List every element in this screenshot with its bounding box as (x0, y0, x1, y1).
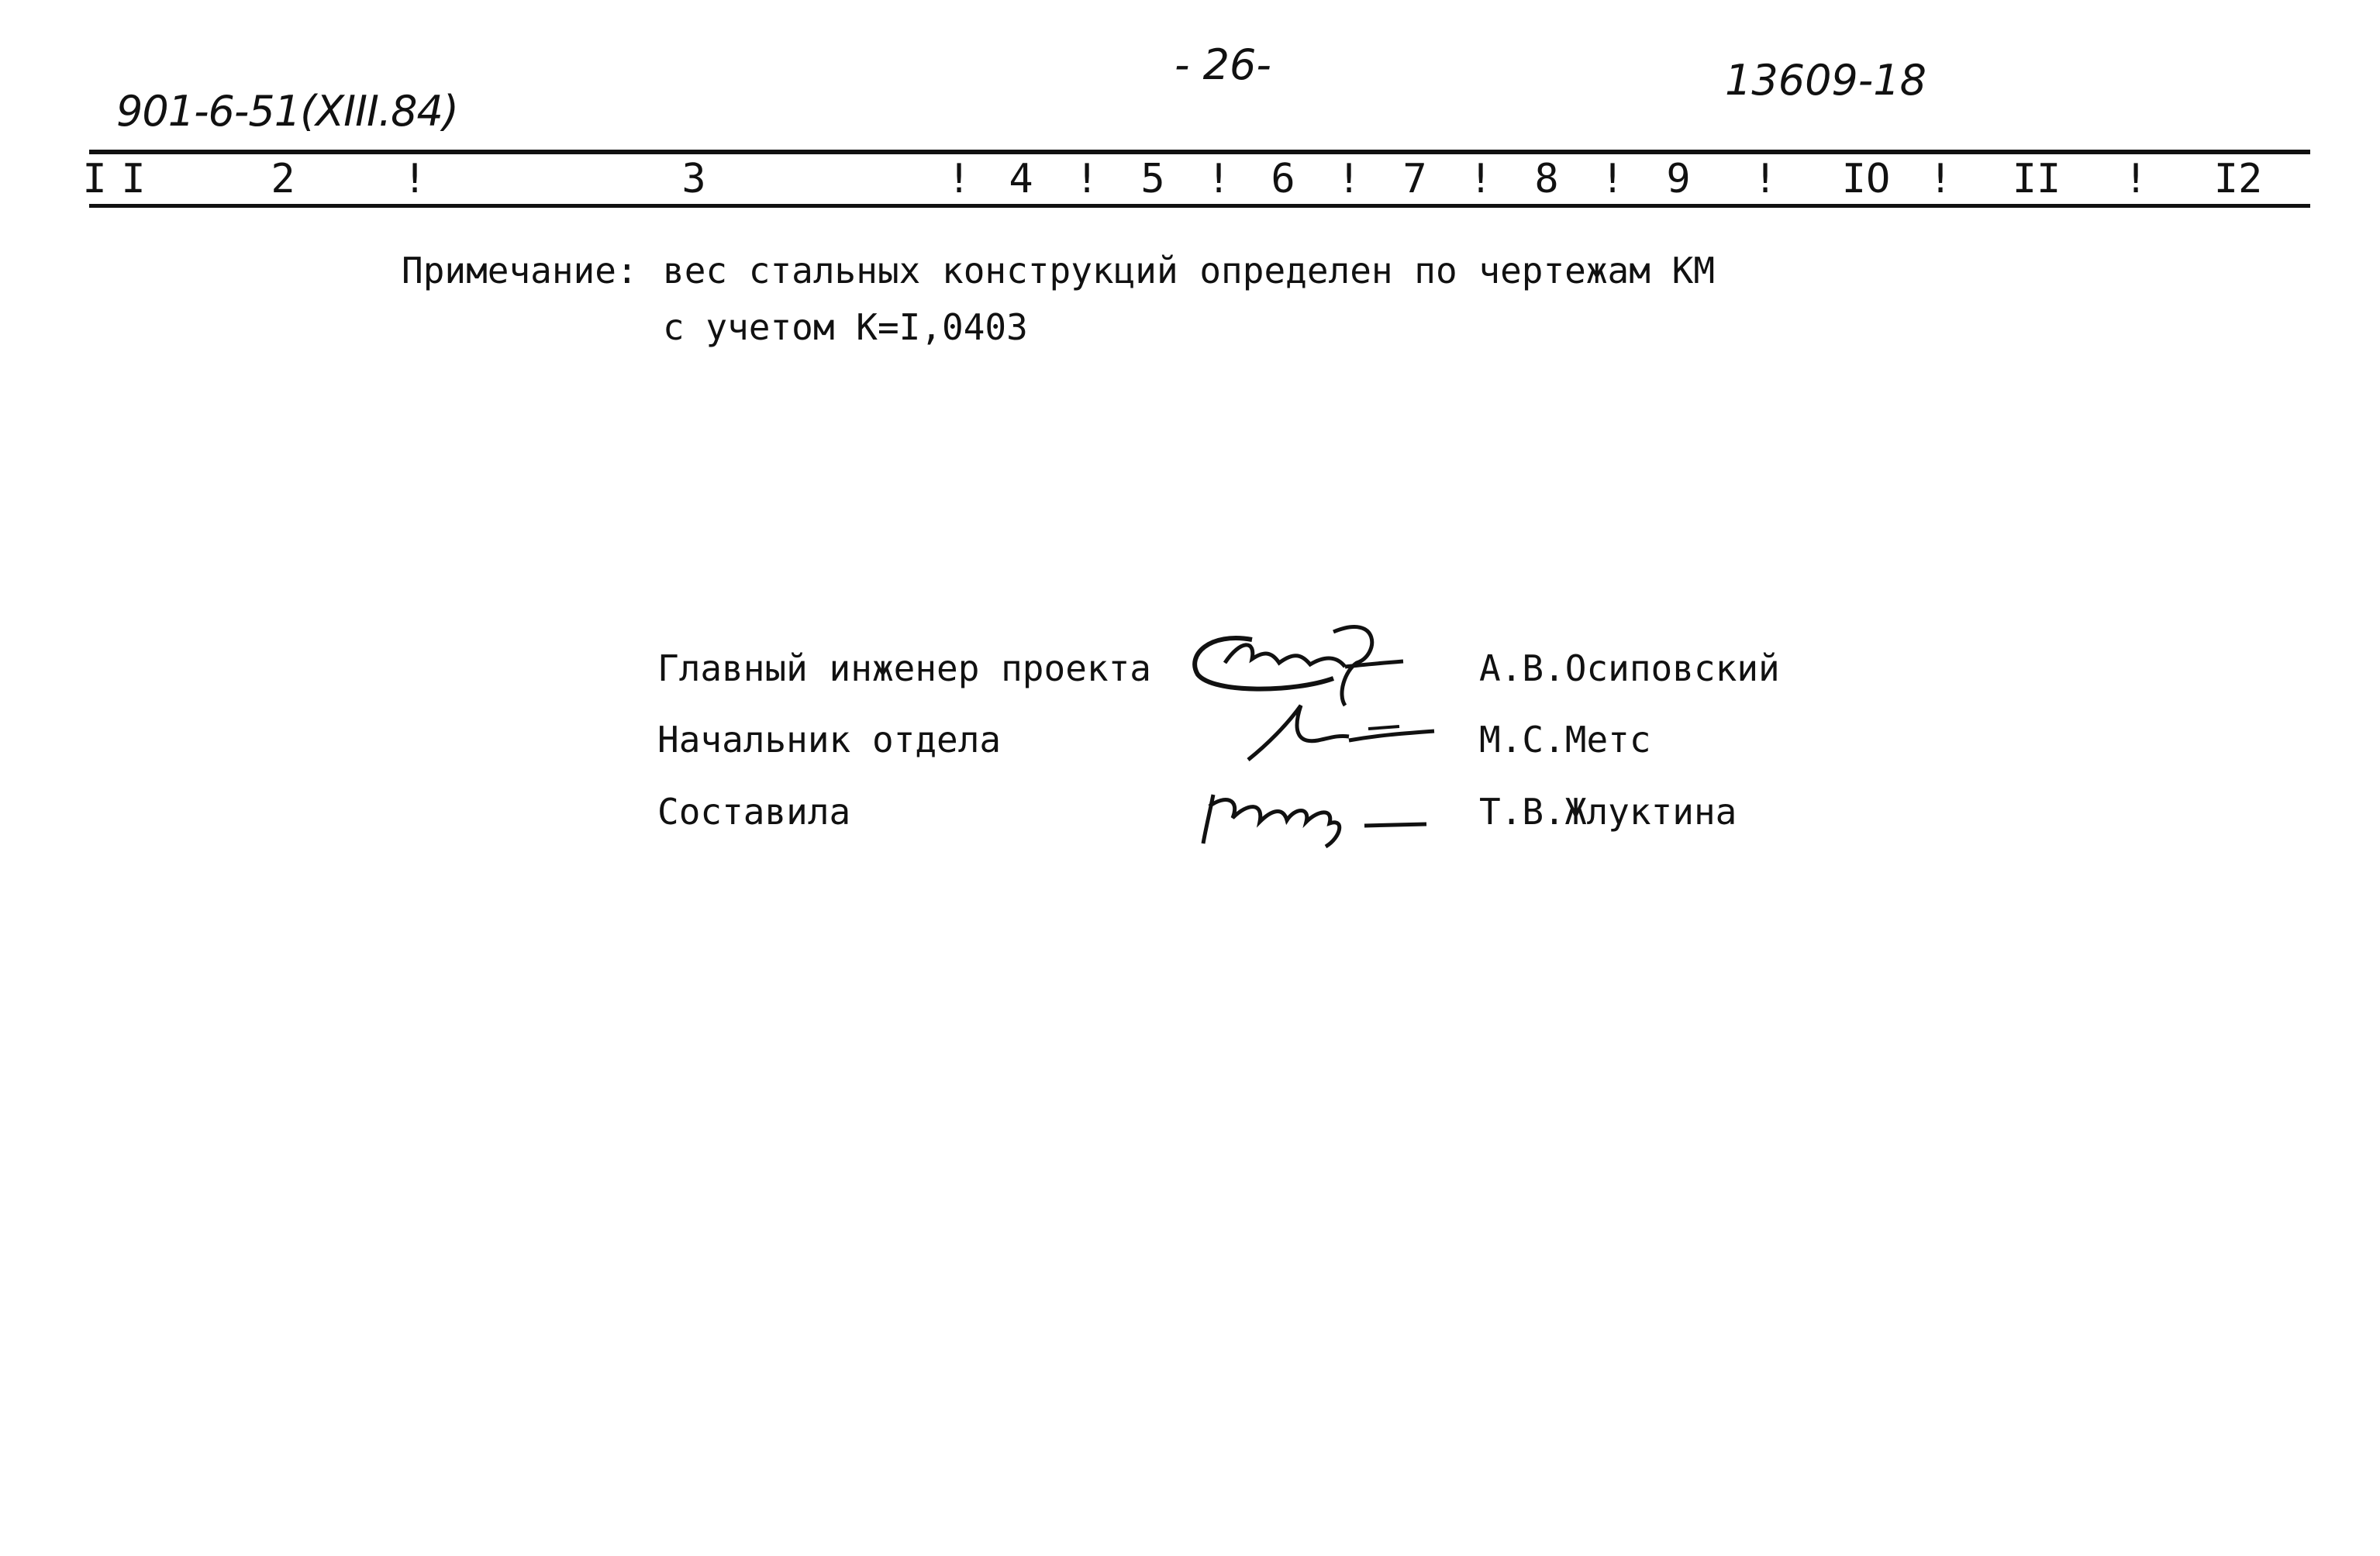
note-line-2: с учетом К=I,0403 (663, 306, 1028, 348)
column-cell: ! (402, 156, 427, 202)
column-cell: IO (1841, 156, 1891, 202)
column-cell: 5 (1140, 156, 1165, 202)
column-cell: ! (1928, 156, 1953, 202)
column-cell: 7 (1402, 156, 1427, 202)
column-cell: ! (947, 156, 971, 202)
column-cell: ! (1468, 156, 1493, 202)
column-cell: 9 (1666, 156, 1691, 202)
column-number-row (0, 154, 2380, 204)
signature-compiler (1194, 775, 1442, 853)
document-code: 901-6-51(XIII.84) (116, 87, 458, 136)
note-label: Примечание: (402, 250, 638, 292)
column-cell: II (2012, 156, 2061, 202)
table-bottom-rule (89, 204, 2310, 208)
signature-role: Главный инженер проекта (657, 647, 1151, 689)
page-number: - 26- (1174, 40, 1271, 89)
column-cell: ! (1074, 156, 1099, 202)
column-cell: ! (1753, 156, 1778, 202)
signature-name: М.С.Метс (1479, 719, 1651, 761)
column-cell: ! (2123, 156, 2148, 202)
signature-name: Т.В.Жлуктина (1479, 791, 1737, 833)
column-cell: 2 (271, 156, 295, 202)
signature-chief-engineer (1178, 609, 1434, 709)
column-cell: I (82, 156, 107, 202)
column-cell: I (121, 156, 146, 202)
signature-role: Начальник отдела (657, 719, 1002, 761)
column-cell: 4 (1009, 156, 1033, 202)
note-line-1: вес стальных конструкций определен по чертежам КМ (663, 250, 1716, 292)
registration-number: 13609-18 (1725, 56, 1926, 105)
column-cell: ! (1600, 156, 1625, 202)
column-cell: ! (1206, 156, 1231, 202)
column-cell: 6 (1271, 156, 1295, 202)
signature-department-head (1233, 698, 1442, 768)
column-cell: ! (1337, 156, 1361, 202)
signature-name: А.В.Осиповский (1479, 647, 1780, 689)
column-cell: I2 (2213, 156, 2263, 202)
signature-role: Составила (657, 791, 851, 833)
column-cell: 3 (681, 156, 706, 202)
column-cell: 8 (1534, 156, 1559, 202)
